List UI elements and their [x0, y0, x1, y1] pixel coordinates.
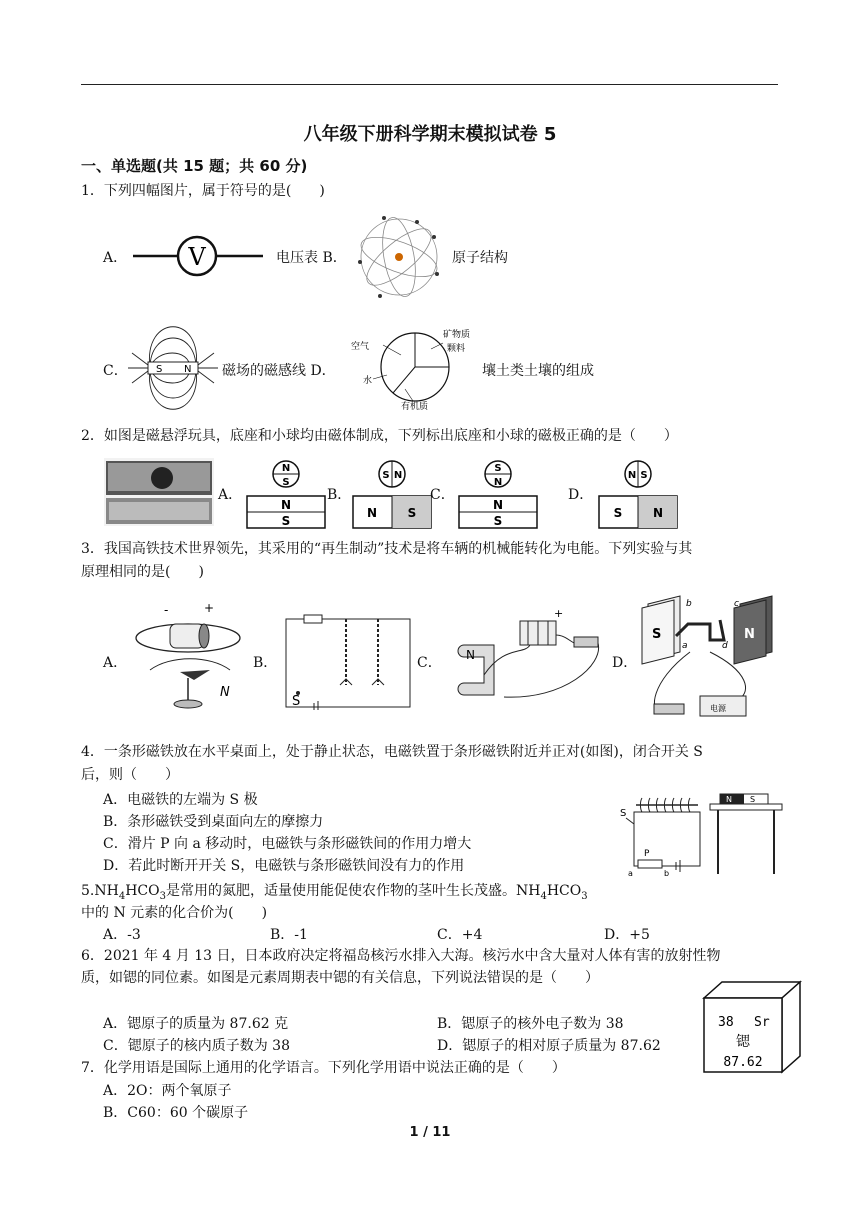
q5-stem-line1: $5.NH_4HCO_3$是常用的氮肥，适量使用能促使农作物的茎叶生长茂盛。$NH_4HCO_3$ — [81, 883, 588, 902]
q1-option-a-text[interactable]: 电压表 B． — [276, 250, 347, 266]
fig-b: b — [664, 869, 670, 878]
pole-label: S — [640, 470, 648, 481]
q2-option-a-figure — [246, 458, 326, 530]
q2-option-d[interactable]: D． — [568, 487, 594, 503]
q4-option-a[interactable]: A．电磁铁的左端为 S 极 — [103, 792, 258, 808]
page-number: 1 / 11 — [409, 1125, 451, 1140]
pole-label: S — [494, 463, 502, 474]
q1-stem: 1．下列四幅图片，属于符号的是( ) — [81, 183, 325, 199]
fig-n: N — [466, 648, 475, 662]
q2-option-c-figure — [458, 458, 538, 530]
fig-power-label: 电源 — [710, 704, 726, 713]
pie-label-mineral: 矿物质 — [443, 330, 471, 340]
soil-composition-pie-figure — [343, 325, 478, 413]
q1-option-c-text[interactable]: 磁场的磁感线 D． — [222, 363, 336, 379]
q4-option-c[interactable]: C．滑片 P 向 a 移动时，电磁铁与条形磁铁间的作用力增大 — [103, 836, 472, 852]
q7-option-a[interactable]: A．2O：两个氧原子 — [103, 1083, 232, 1099]
pole-label: S — [382, 470, 390, 481]
q3-option-b[interactable]: B． — [253, 655, 278, 671]
pie-label-air: 空气 — [351, 342, 370, 352]
page-title: 八年级下册科学期末模拟试卷 5 — [303, 124, 557, 145]
fig-s: S — [652, 627, 662, 642]
fig-c: c — [734, 599, 739, 609]
pole-label: S — [493, 514, 503, 528]
q2-option-b-figure — [352, 458, 432, 530]
q1-option-a-letter[interactable]: A． — [103, 250, 128, 266]
pole-label: N — [492, 498, 504, 512]
section-heading: 一、单选题(共 15 题；共 60 分) — [81, 157, 308, 175]
pole-label: N — [393, 470, 403, 481]
q3-option-b-figure — [280, 605, 412, 710]
pole-label: S — [282, 477, 290, 488]
q4-stem-line1: 4．一条形磁铁放在水平桌面上，处于静止状态，电磁铁置于条形磁铁附近并正对(如图)，闭合开关 S — [81, 744, 703, 760]
atom-structure-figure — [352, 212, 447, 302]
pole-label: N — [366, 506, 378, 520]
q5-option-a[interactable]: A．-3 — [103, 927, 141, 943]
fig-a: a — [682, 641, 688, 651]
q5-stem-line2: 中的 N 元素的化合价为( ) — [81, 905, 268, 921]
element-symbol: Sr — [754, 1015, 770, 1030]
q6-stem-line2: 质，如锶的同位素。如图是元素周期表中锶的有关信息，下列说法错误的是（ ） — [81, 970, 599, 986]
q1-option-d-text[interactable]: 壤土类土壤的组成 — [482, 363, 594, 379]
maglev-toy-photo — [104, 458, 214, 526]
q1-option-c-letter[interactable]: C． — [103, 363, 128, 379]
q6-stem-line1: 6．2021 年 4 月 13 日，日本政府决定将福岛核污水排入大海。核污水中含大量对人体有害的放射性物 — [81, 948, 721, 964]
q5-option-d[interactable]: D．+5 — [604, 927, 650, 943]
fig-n: N — [220, 685, 230, 700]
q3-option-d-figure — [640, 592, 780, 724]
magnet-s-label: S — [156, 364, 163, 375]
magnet-n-label: N — [184, 364, 192, 375]
q4-option-b[interactable]: B．条形磁铁受到桌面向左的摩擦力 — [103, 814, 324, 830]
pie-label-organic: 有机质 — [401, 402, 429, 412]
q2-option-c[interactable]: C． — [430, 487, 455, 503]
q5-option-b[interactable]: B．-1 — [270, 927, 308, 943]
strontium-element-card — [700, 980, 804, 1076]
fig-plus: + — [554, 607, 564, 620]
pie-label-grain: 颗料 — [447, 344, 466, 354]
magnetic-field-lines-figure — [128, 323, 218, 415]
voltmeter-figure — [133, 232, 268, 280]
q4-stem-line2: 后，则（ ） — [81, 767, 179, 783]
q2-option-b[interactable]: B． — [327, 487, 352, 503]
q3-stem-line1: 3．我国高铁技术世界领先，其采用的“再生制动”技术是将车辆的机械能转化为电能。下列实验与其 — [81, 541, 693, 557]
fig-plus: + — [204, 601, 215, 615]
q5-option-c[interactable]: C．+4 — [437, 927, 483, 943]
pole-label: S — [407, 506, 417, 520]
q6-option-c[interactable]: C．锶原子的核内质子数为 38 — [103, 1038, 290, 1054]
fig-b: b — [686, 599, 692, 609]
pie-label-water: 水 — [363, 376, 373, 386]
q2-option-a[interactable]: A． — [218, 487, 243, 503]
q3-option-a[interactable]: A． — [103, 655, 128, 671]
q2-option-d-figure — [598, 458, 678, 530]
q2-stem: 2．如图是磁悬浮玩具，底座和小球均由磁体制成，下列标出底座和小球的磁极正确的是（ ） — [81, 428, 678, 444]
pole-label: N — [652, 506, 664, 520]
fig-n: N — [726, 795, 732, 804]
fig-a: a — [628, 869, 633, 878]
q6-option-a[interactable]: A．锶原子的质量为 87.62 克 — [103, 1016, 289, 1032]
fig-s: S — [620, 808, 627, 819]
q3-option-a-figure — [130, 600, 245, 718]
fig-d: d — [722, 641, 728, 651]
q3-option-c-figure — [444, 605, 614, 705]
q7-stem: 7．化学用语是国际上通用的化学语言。下列化学用语中说法正确的是（ ） — [81, 1060, 566, 1076]
header-rule — [81, 84, 778, 85]
q6-option-d[interactable]: D．锶原子的相对原子质量为 87.62 — [437, 1038, 661, 1054]
electromagnet-circuit-figure — [606, 790, 786, 882]
q7-option-b[interactable]: B．C60：60 个碳原子 — [103, 1105, 249, 1121]
voltmeter-v-label: V — [188, 243, 206, 271]
q3-option-c[interactable]: C． — [417, 655, 442, 671]
q3-stem-line2: 原理相同的是( ) — [81, 564, 204, 580]
pole-label: S — [613, 506, 623, 520]
pole-label: N — [281, 463, 291, 474]
fig-minus: - — [164, 603, 169, 617]
element-name: 锶 — [736, 1034, 750, 1050]
fig-s2: S — [750, 795, 756, 804]
q6-option-b[interactable]: B．锶原子的核外电子数为 38 — [437, 1016, 624, 1032]
pole-label: N — [627, 470, 637, 481]
q4-option-d[interactable]: D．若此时断开开关 S，电磁铁与条形磁铁间没有力的作用 — [103, 858, 465, 874]
pole-label: N — [280, 498, 292, 512]
q3-option-d[interactable]: D． — [612, 655, 638, 671]
fig-s: S — [292, 694, 301, 709]
element-mass: 87.62 — [723, 1055, 763, 1070]
fig-n: N — [744, 627, 755, 642]
fig-p: P — [644, 849, 650, 859]
q1-option-b-text[interactable]: 原子结构 — [452, 250, 508, 266]
element-number: 38 — [718, 1015, 734, 1030]
pole-label: N — [493, 477, 503, 488]
pole-label: S — [281, 514, 291, 528]
